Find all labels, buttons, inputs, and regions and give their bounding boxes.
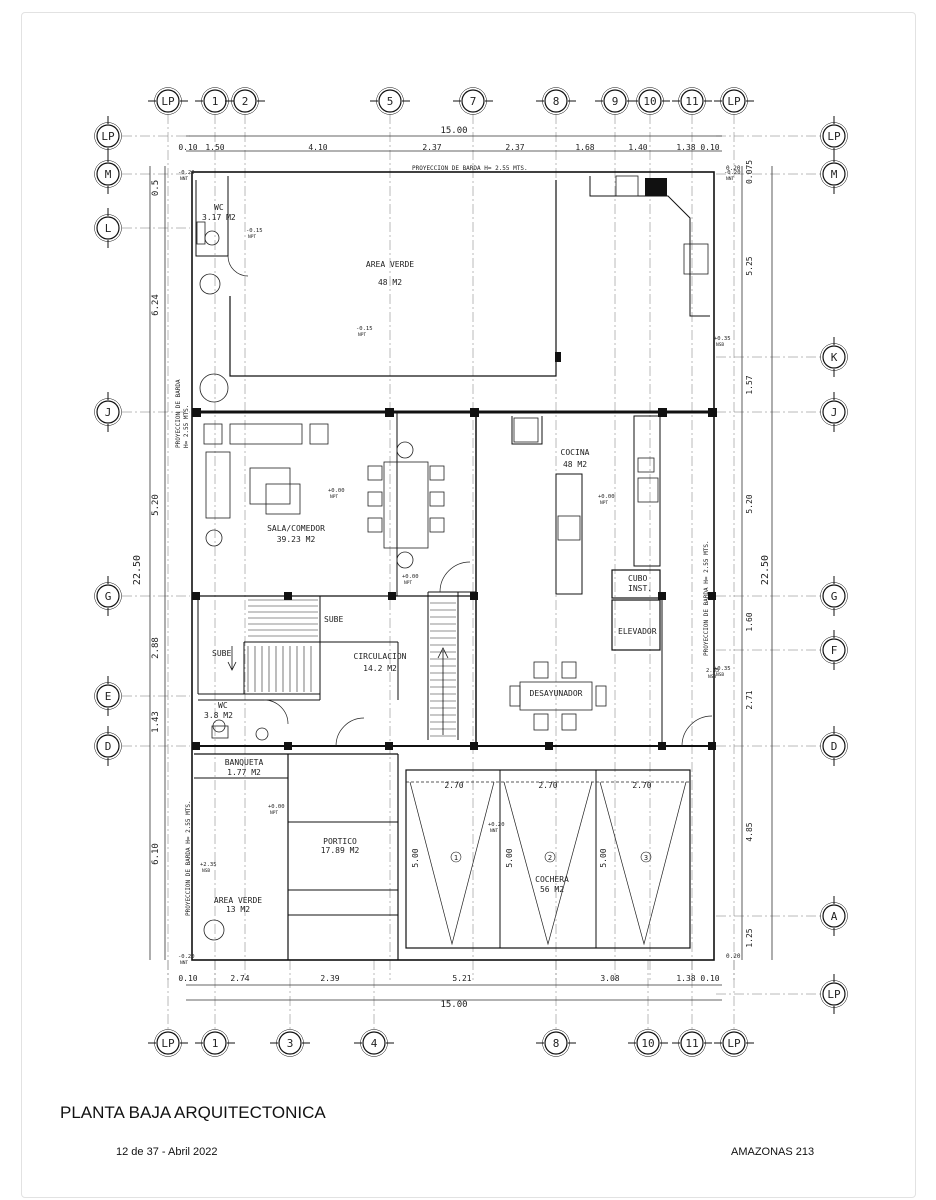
level-marks [178, 170, 741, 966]
room-sala-name: SALA/COMEDOR [267, 524, 325, 533]
axis-top-lp-0-label: LP [161, 95, 175, 108]
level-mark [488, 822, 505, 834]
room-elevador-name: ELEVADOR [618, 627, 657, 636]
dim-bottom-5: 1.38 [676, 974, 696, 983]
dim-bottom-labels [178, 974, 719, 983]
axis-right-d-6-label: D [830, 740, 838, 753]
axis-bottom-10-5-label: 10 [641, 1037, 655, 1050]
axis-top-7-4-label: 7 [469, 95, 477, 108]
room-cocina-area: 48 M2 [562, 460, 588, 469]
offset-top: 0.20 [726, 165, 741, 172]
axis-top-lp-9 [714, 88, 754, 115]
axis-left-d-6-label: D [104, 740, 112, 753]
axis-bottom-lp-7-label: LP [727, 1037, 741, 1050]
room-portico-name: PORTICO [323, 837, 357, 846]
level-tag: NPT [358, 333, 367, 338]
room-cubo-sub: INST. [628, 584, 653, 593]
level-mark [328, 488, 345, 500]
dim-bottom-2: 2.39 [320, 974, 340, 983]
axis-top-lp-9-label: LP [727, 95, 741, 108]
project-name: AMAZONAS 213 [731, 1146, 815, 1158]
axis-left-e-5 [95, 676, 122, 716]
level-value: -0.20 [724, 170, 741, 176]
level-tag: NSB [716, 343, 725, 348]
dim-right-0: 0.075 [745, 159, 754, 185]
dimension-lines [150, 136, 772, 1000]
dim-top-total: 15.00 [440, 126, 468, 136]
level-value: +2.35 [200, 862, 217, 868]
room-circulacion-area: 14.2 M2 [363, 664, 397, 673]
dim-top-8: 0.10 [700, 143, 720, 152]
dim-bottom-0: 0.10 [178, 974, 198, 983]
axis-bottom-4-3-label: 4 [370, 1037, 378, 1050]
axis-left-lp-0-label: LP [101, 130, 115, 143]
axis-left-lp-0 [95, 116, 122, 156]
axis-top-9-6 [595, 88, 635, 115]
level-mark [200, 862, 217, 874]
level-value: +0.00 [268, 804, 285, 810]
axis-top-11-8 [672, 88, 712, 115]
dim-top-1: 1.50 [205, 143, 225, 152]
axis-right-f-5-label: F [830, 644, 838, 657]
level-mark [598, 494, 615, 506]
proyeccion-right: PROYECCION DE BARDA H= 2.55 MTS. [703, 540, 710, 656]
room-banqueta-area: 1.77 M2 [227, 768, 261, 777]
axis-right-lp-0-label: LP [827, 130, 841, 143]
level-value: +0.00 [402, 574, 419, 580]
dim-left-1: 6.24 [151, 294, 161, 316]
level-mark [714, 336, 731, 348]
parking-markings [406, 782, 690, 944]
level-tag: NSB [716, 673, 725, 678]
parking-width-0: 2.70 [444, 781, 464, 790]
axis-top-8-5-label: 8 [552, 95, 560, 108]
room-circulacion-name: CIRCULACION [353, 652, 407, 661]
offset-bottom: 0.20 [726, 953, 741, 960]
level-mark [246, 228, 263, 240]
room-desayunador-name: DESAYUNADOR [529, 689, 583, 698]
axis-right-m-1-label: M [830, 168, 838, 181]
proyeccion-left1b: H= 2.55 MTS. [183, 404, 190, 448]
level-mark [402, 574, 419, 586]
dim-top-6: 1.40 [628, 143, 648, 152]
dim-left-3: 2.88 [151, 637, 161, 659]
axis-left-l-2-label: L [104, 222, 112, 235]
room-cocina-name: COCINA [560, 448, 590, 457]
level-mark [268, 804, 285, 816]
axis-bottom-8-4 [536, 1030, 576, 1057]
dim-top-5: 1.68 [575, 143, 595, 152]
level-tag: NPT [270, 811, 279, 816]
axis-top-8-5 [536, 88, 576, 115]
dim-right-total: 22.50 [760, 554, 771, 586]
dim-bottom-total: 15.00 [440, 1000, 468, 1010]
room-wc-bottom-area: 3.8 M2 [204, 711, 233, 720]
axis-right-g-4-label: G [830, 590, 838, 603]
level-tag: NNT [490, 829, 499, 834]
level-value: 2.35 [706, 668, 720, 674]
axis-left-m-1-label: M [104, 168, 112, 181]
axis-top-7-4 [453, 88, 493, 115]
parking-depth-0: 5.00 [411, 848, 420, 868]
parking-depth-1: 5.00 [505, 848, 514, 868]
dim-bottom-3: 5.21 [452, 974, 472, 983]
room-portico-area: 17.89 M2 [320, 846, 360, 855]
parking-depth-2: 5.00 [599, 848, 608, 868]
dim-right-2: 1.57 [745, 375, 754, 395]
dim-right-6: 4.85 [745, 822, 754, 842]
dim-bottom-6: 0.10 [700, 974, 720, 983]
drawing-title: PLANTA BAJA ARQUITECTONICA [60, 1103, 326, 1122]
dim-left-4: 1.43 [151, 711, 161, 733]
level-value: -0.20 [178, 170, 195, 176]
axis-right-lp-0 [821, 116, 848, 156]
dim-right-labels [745, 160, 754, 948]
proyeccion-left1: PROYECCION DE BARDA [175, 379, 182, 448]
axis-right-d-6 [821, 726, 848, 766]
axis-bottom-lp-0 [148, 1030, 188, 1057]
dim-top-2: 4.10 [308, 143, 328, 152]
room-cochera-area: 56 M2 [539, 885, 565, 894]
axis-top-2-2-label: 2 [241, 95, 249, 108]
room-area-verde-top-name: AREA VERDE [365, 260, 415, 269]
axis-left-g-4 [95, 576, 122, 616]
level-tag: NPT [600, 501, 609, 506]
axis-right-j-3-label: J [830, 406, 838, 419]
level-mark [724, 170, 741, 182]
axis-bottom-3-2-label: 3 [286, 1037, 294, 1050]
dim-top-7: 1.38 [676, 143, 696, 152]
axis-right-g-4 [821, 576, 848, 616]
axis-left-j-3-label: J [104, 406, 112, 419]
dim-left-2: 5.20 [151, 494, 161, 516]
axis-top-lp-0 [148, 88, 188, 115]
dim-right-3: 5.20 [745, 494, 754, 514]
axis-top-5-3-label: 5 [386, 95, 394, 108]
parking-spot-2: 3 [643, 854, 649, 862]
axis-left-j-3 [95, 392, 122, 432]
axis-left-l-2 [95, 208, 122, 248]
dim-left-0: 0.5 [151, 179, 161, 197]
level-tag: NPT [404, 581, 413, 586]
axis-right-m-1 [821, 154, 848, 194]
axis-bottom-11-6-label: 11 [685, 1037, 699, 1050]
level-tag: NNT [726, 177, 735, 182]
walls [192, 172, 717, 960]
level-value: -0.15 [356, 326, 373, 332]
level-value: +0.35 [714, 336, 731, 342]
axis-left-d-6 [95, 726, 122, 766]
axis-bottom-8-4-label: 8 [552, 1037, 560, 1050]
sube-label-2: SUBE [212, 649, 232, 658]
axis-right-a-7 [821, 896, 848, 936]
axis-top-11-8-label: 11 [685, 95, 699, 108]
room-wc-top-name: WC [214, 203, 224, 212]
room-sala-area: 39.23 M2 [276, 535, 316, 544]
page-info: 12 de 37 - Abril 2022 [116, 1146, 218, 1158]
axis-right-lp-8 [821, 974, 848, 1014]
axis-bottom-1-1 [195, 1030, 235, 1057]
door-swings [228, 256, 712, 746]
level-value: +0.20 [488, 822, 505, 828]
axis-bottom-11-6 [672, 1030, 712, 1057]
dim-left-total: 22.50 [132, 554, 143, 586]
level-mark [356, 326, 373, 338]
parking-width-2: 2.70 [632, 781, 652, 790]
dim-right-5: 2.71 [745, 690, 754, 710]
axis-bottom-lp-7 [714, 1030, 754, 1057]
level-value: -0.15 [246, 228, 263, 234]
dim-bottom-4: 3.08 [600, 974, 620, 983]
dim-top-4: 2.37 [505, 143, 525, 152]
axis-top-1-1-label: 1 [211, 95, 219, 108]
parking-width-1: 2.70 [538, 781, 558, 790]
axis-right-k-2-label: K [830, 351, 838, 364]
proyeccion-top: PROYECCION DE BARDA H= 2.55 MTS. [412, 165, 528, 172]
level-tag: NPT [248, 235, 257, 240]
dim-left-labels [151, 180, 161, 865]
axis-right-f-5 [821, 630, 848, 670]
level-tag: NNT [180, 177, 189, 182]
room-area-verde-top-area: 48 M2 [377, 278, 403, 287]
sube-label-1: SUBE [324, 615, 344, 624]
axis-bottom-lp-0-label: LP [161, 1037, 175, 1050]
level-value: -0.20 [178, 954, 195, 960]
axis-right-lp-8-label: LP [827, 988, 841, 1001]
room-area-verde-bottom-name: AREA VERDE [213, 896, 263, 905]
grid-lines [122, 114, 822, 1030]
axis-left-e-5-label: E [104, 690, 112, 703]
axis-left-g-4-label: G [104, 590, 112, 603]
room-banqueta-name: BANQUETA [224, 758, 264, 767]
level-tag: NNT [180, 961, 189, 966]
axis-top-10-7 [630, 88, 670, 115]
dim-left-5: 6.10 [151, 843, 161, 865]
axis-bottom-4-3 [354, 1030, 394, 1057]
dim-right-1: 5.25 [745, 256, 754, 276]
axis-right-a-7-label: A [830, 910, 838, 923]
parking-spot-0: 1 [453, 854, 459, 862]
room-wc-top-area: 3.17 M2 [202, 213, 236, 222]
axis-bottom-10-5 [628, 1030, 668, 1057]
axis-left-m-1 [95, 154, 122, 194]
room-wc-bottom-name: WC [218, 701, 228, 710]
axis-top-2-2 [225, 88, 265, 115]
level-tag: NSB [202, 869, 211, 874]
level-tag: NPT [330, 495, 339, 500]
level-value: +0.00 [328, 488, 345, 494]
dim-top-0: 0.10 [178, 143, 198, 152]
dim-top-3: 2.37 [422, 143, 442, 152]
axis-top-10-7-label: 10 [643, 95, 657, 108]
axis-top-9-6-label: 9 [611, 95, 619, 108]
room-cubo-name: CUBO [628, 574, 648, 583]
level-value: +0.35 [714, 666, 731, 672]
axis-bottom-1-1-label: 1 [211, 1037, 219, 1050]
level-value: +0.00 [598, 494, 615, 500]
axis-bottom-3-2 [270, 1030, 310, 1057]
axis-right-j-3 [821, 392, 848, 432]
axis-right-k-2 [821, 337, 848, 377]
dim-bottom-1: 2.74 [230, 974, 250, 983]
level-tag: NSB [708, 675, 717, 680]
parking-spot-1: 2 [547, 854, 553, 862]
axis-top-5-3 [370, 88, 410, 115]
room-area-verde-bottom-area: 13 M2 [225, 905, 251, 914]
room-cochera-name: COCHERA [535, 875, 569, 884]
furniture [197, 176, 708, 940]
dim-right-7: 1.25 [745, 928, 754, 948]
proyeccion-left2: PROYECCION DE BARDA H= 2.55 MTS. [185, 800, 192, 916]
dim-right-4: 1.60 [745, 612, 754, 632]
